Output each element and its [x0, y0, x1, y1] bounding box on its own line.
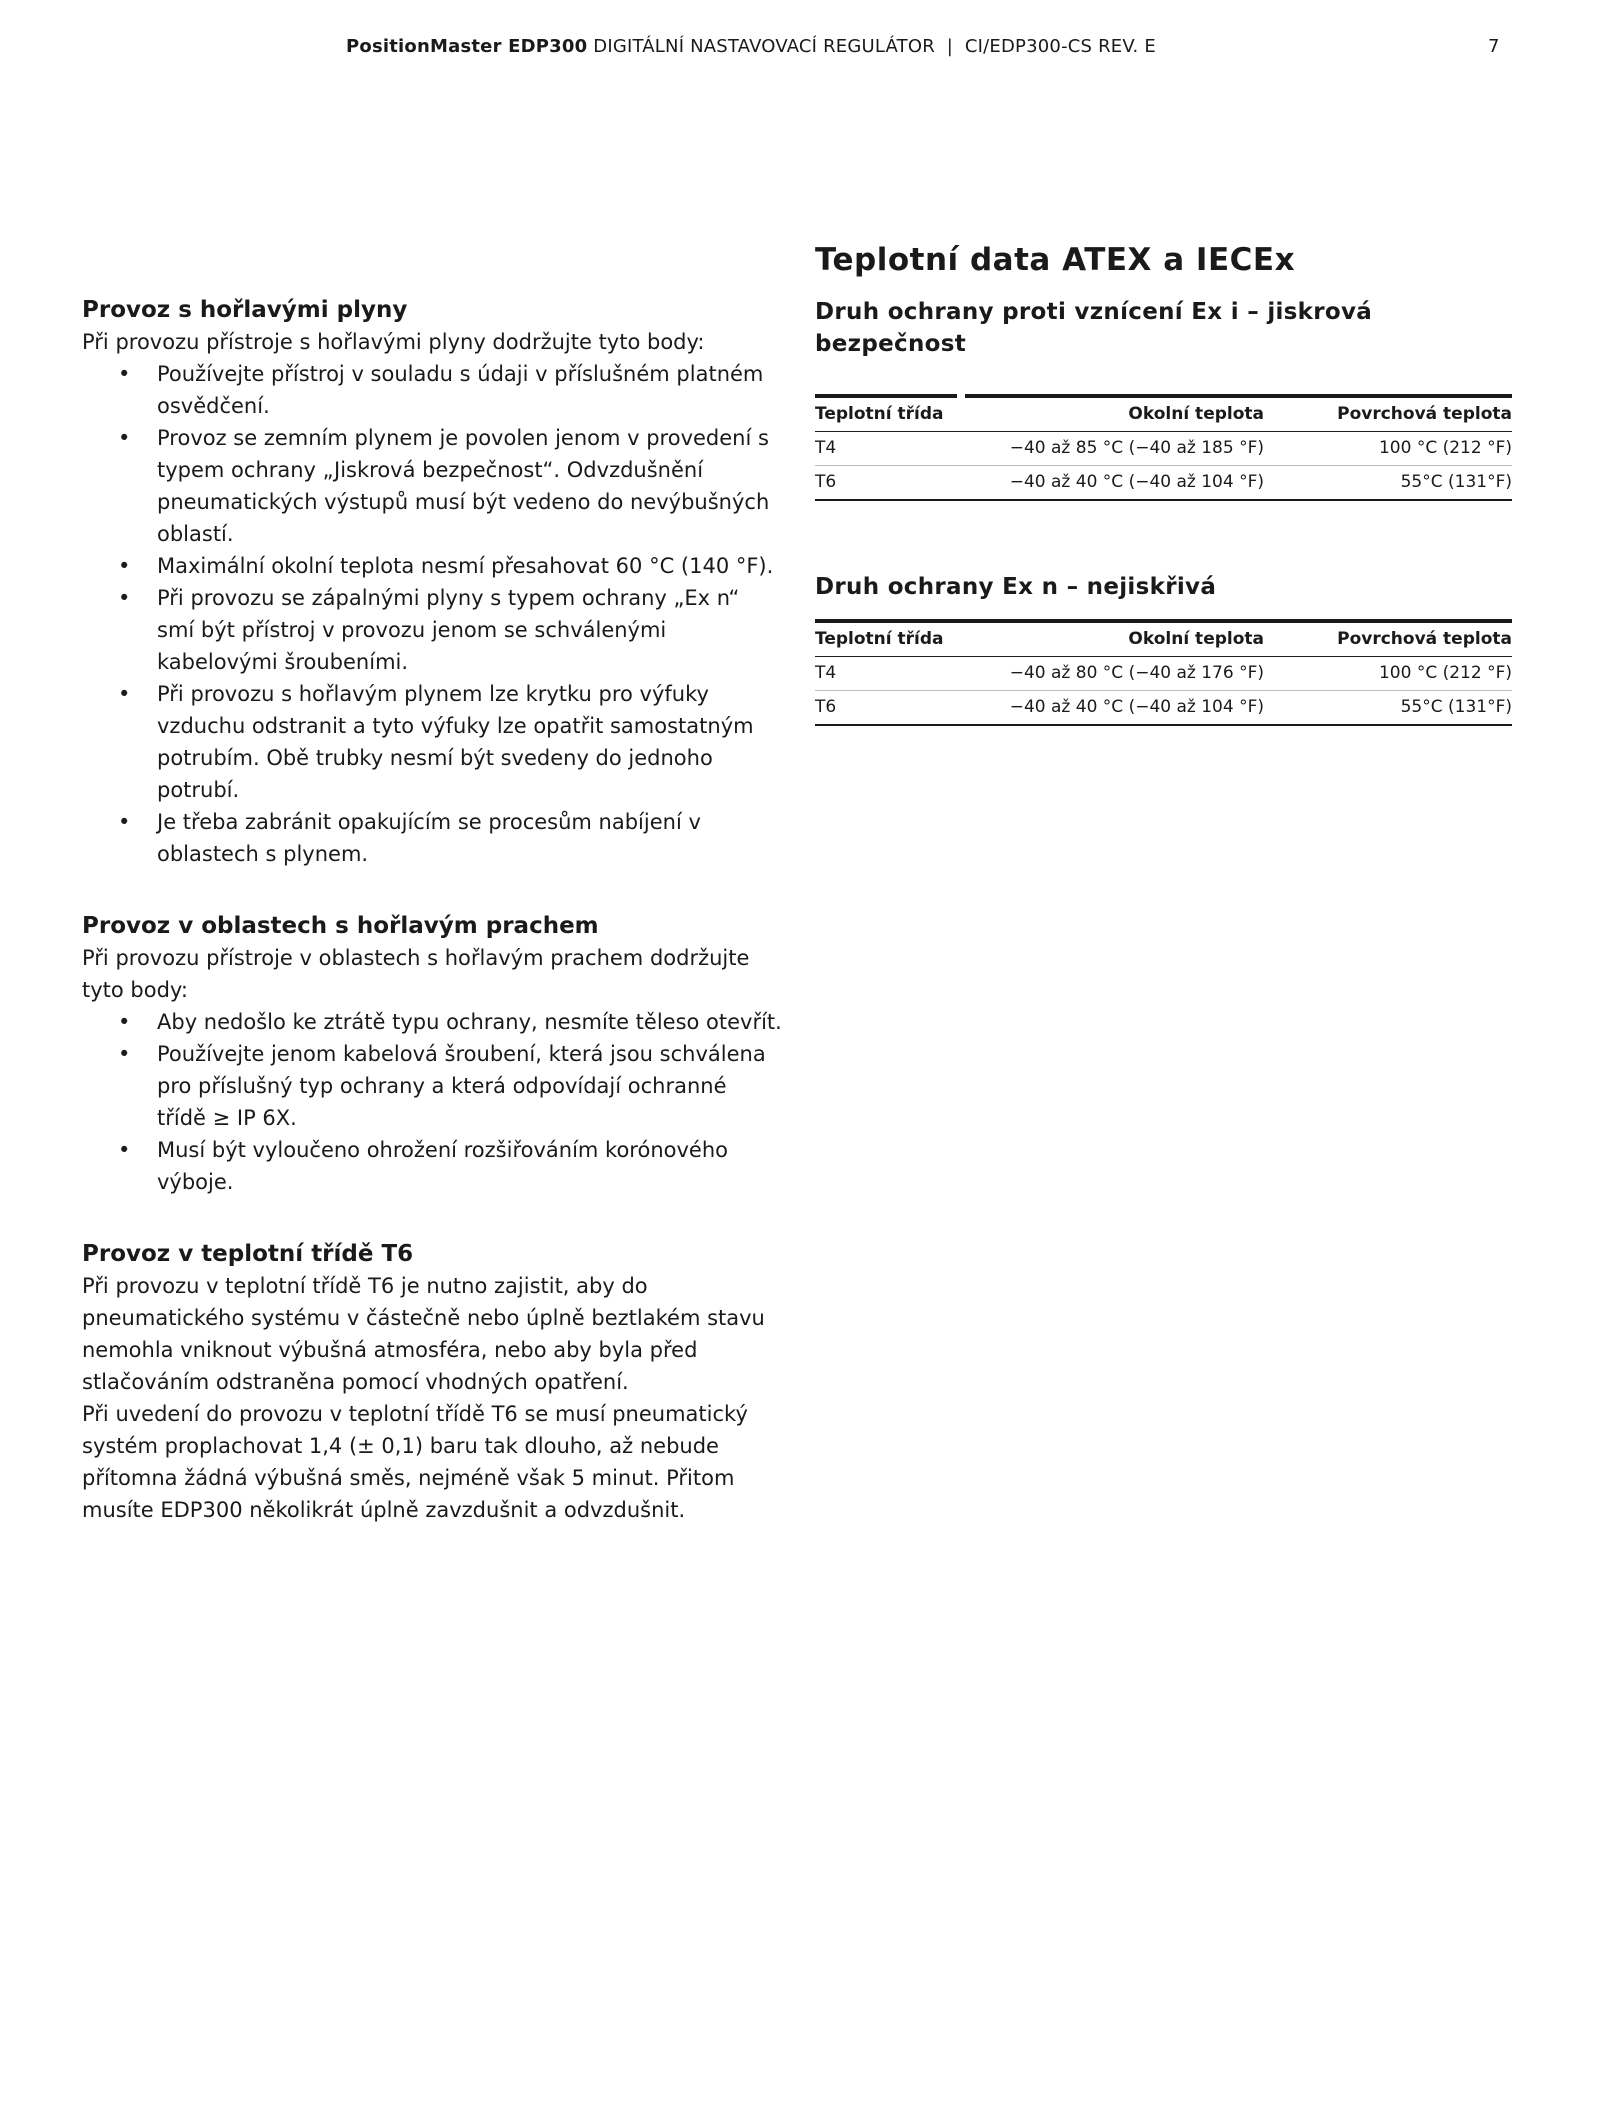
- column-header: Povrchová teplota: [1337, 629, 1512, 649]
- section-flammable-gases: [82, 294, 782, 870]
- table-header-row: [815, 623, 1512, 656]
- list-item: [82, 358, 782, 422]
- bullet-list: [82, 358, 782, 870]
- table-cell: −40 až 80 °C (−40 až 176 °F): [1009, 663, 1264, 683]
- table1-subheading: Druh ochrany proti vznícení Ex i – jiskrová bezpečnost: [815, 299, 1373, 357]
- column-header: Okolní teplota: [1128, 404, 1264, 424]
- list-item-text: Používejte přístroj v souladu s údaji v příslušném platném osvědčení.: [157, 362, 764, 418]
- bullet-icon: •: [118, 426, 131, 450]
- table-cell: T4: [815, 663, 837, 683]
- bullet-icon: •: [118, 1042, 131, 1066]
- temperature-table-ex-i: [815, 394, 1512, 501]
- document-subtitle: DIGITÁLNÍ NASTAVOVACÍ REGULÁTOR | CI/EDP300-CS REV. E: [587, 36, 1156, 57]
- table-row: [815, 432, 1512, 465]
- column-header: Okolní teplota: [1128, 629, 1264, 649]
- table-row: [815, 691, 1512, 724]
- page-header: [0, 36, 1600, 62]
- section-temperature-class-t6: [82, 1238, 782, 1526]
- list-item-text: Maximální okolní teplota nesmí přesahovat 60 °C (140 °F).: [157, 554, 774, 578]
- section-heading: Provoz s hořlavými plyny: [82, 297, 408, 323]
- table-row: [815, 657, 1512, 690]
- table-header-row: [815, 398, 1512, 431]
- list-item-text: Používejte jenom kabelová šroubení, která jsou schválena pro příslušný typ ochrany a která odpovídají ochranné třídě ≥ IP 6X.: [157, 1042, 766, 1130]
- list-item-text: Je třeba zabránit opakujícím se procesům nabíjení v oblastech s plynem.: [157, 810, 701, 866]
- list-item: [82, 1134, 782, 1198]
- temperature-table-ex-n: [815, 619, 1512, 726]
- section-paragraph: Při uvedení do provozu v teplotní třídě T6 se musí pneumatický systém proplachovat 1,4 (± 0,1) baru tak dlouho, až nebude přítomna žádná výbušná směs, nejméně však 5 minut. Přitom musíte EDP300 několikrát úplně zavzdušnit a odvzdušnit.: [82, 1402, 748, 1522]
- list-item: [82, 422, 782, 550]
- table-cell: T4: [815, 438, 837, 458]
- page-number: 7: [1488, 36, 1500, 57]
- bullet-list: [82, 1006, 782, 1198]
- list-item-text: Při provozu se zápalnými plyny s typem ochrany „Ex n“ smí být přístroj v provozu jenom se schválenými kabelovými šroubeními.: [157, 586, 740, 674]
- table-cell: T6: [815, 697, 837, 717]
- table-cell: −40 až 40 °C (−40 až 104 °F): [1009, 697, 1264, 717]
- list-item-text: Provoz se zemním plynem je povolen jenom v provedení s typem ochrany „Jiskrová bezpečnost“. Odvzdušnění pneumatických výstupů musí být vedeno do nevýbušných oblastí.: [157, 426, 770, 546]
- bullet-icon: •: [118, 586, 131, 610]
- table-cell: −40 až 40 °C (−40 až 104 °F): [1009, 472, 1264, 492]
- list-item-text: Musí být vyloučeno ohrožení rozšiřováním korónového výboje.: [157, 1138, 728, 1194]
- section-flammable-dust: [82, 910, 782, 1198]
- list-item: [82, 1006, 782, 1038]
- table2-subheading: Druh ochrany Ex n – nejiskřivá: [815, 574, 1217, 600]
- section-paragraph: Při provozu v teplotní třídě T6 je nutno zajistit, aby do pneumatického systému v částečně nebo úplně beztlakém stavu nemohla vniknout výbušná atmosféra, nebo aby byla před stlačováním odstraněna pomocí vhodných opatření.: [82, 1274, 765, 1394]
- table-cell: 100 °C (212 °F): [1378, 438, 1512, 458]
- table-cell: −40 až 85 °C (−40 až 185 °F): [1009, 438, 1264, 458]
- list-item-text: Aby nedošlo ke ztrátě typu ochrany, nesmíte těleso otevřít.: [157, 1010, 782, 1034]
- table-cell: 55°C (131°F): [1400, 472, 1512, 492]
- list-item-text: Při provozu s hořlavým plynem lze krytku pro výfuky vzduchu odstranit a tyto výfuky lze opatřit samostatným potrubím. Obě trubky nesmí být svedeny do jednoho potrubí.: [157, 682, 754, 802]
- product-name: PositionMaster EDP300: [346, 36, 588, 57]
- table-cell: 100 °C (212 °F): [1378, 663, 1512, 683]
- section-intro: Při provozu přístroje s hořlavými plyny dodržujte tyto body:: [82, 330, 705, 354]
- section-intro: Při provozu přístroje v oblastech s hořlavým prachem dodržujte tyto body:: [82, 946, 750, 1002]
- bullet-icon: •: [118, 682, 131, 706]
- temperature-data-heading: Teplotní data ATEX a IECEx: [815, 242, 1296, 278]
- column-header: Teplotní třída: [815, 629, 944, 649]
- section-heading: Provoz v oblastech s hořlavým prachem: [82, 913, 599, 939]
- table-cell: 55°C (131°F): [1400, 697, 1512, 717]
- bullet-icon: •: [118, 810, 131, 834]
- table-row: [815, 466, 1512, 499]
- section-heading: Provoz v teplotní třídě T6: [82, 1241, 414, 1267]
- document-title: [346, 36, 1156, 57]
- column-header: Povrchová teplota: [1337, 404, 1512, 424]
- bullet-icon: •: [118, 1010, 131, 1034]
- bullet-icon: •: [118, 362, 131, 386]
- table-cell: T6: [815, 472, 837, 492]
- column-header: Teplotní třída: [815, 404, 944, 424]
- right-column: [815, 238, 1512, 726]
- list-item: [82, 806, 782, 870]
- list-item: [82, 582, 782, 678]
- list-item: [82, 550, 782, 582]
- left-column: [82, 294, 782, 1566]
- list-item: [82, 678, 782, 806]
- bullet-icon: •: [118, 554, 131, 578]
- bullet-icon: •: [118, 1138, 131, 1162]
- list-item: [82, 1038, 782, 1134]
